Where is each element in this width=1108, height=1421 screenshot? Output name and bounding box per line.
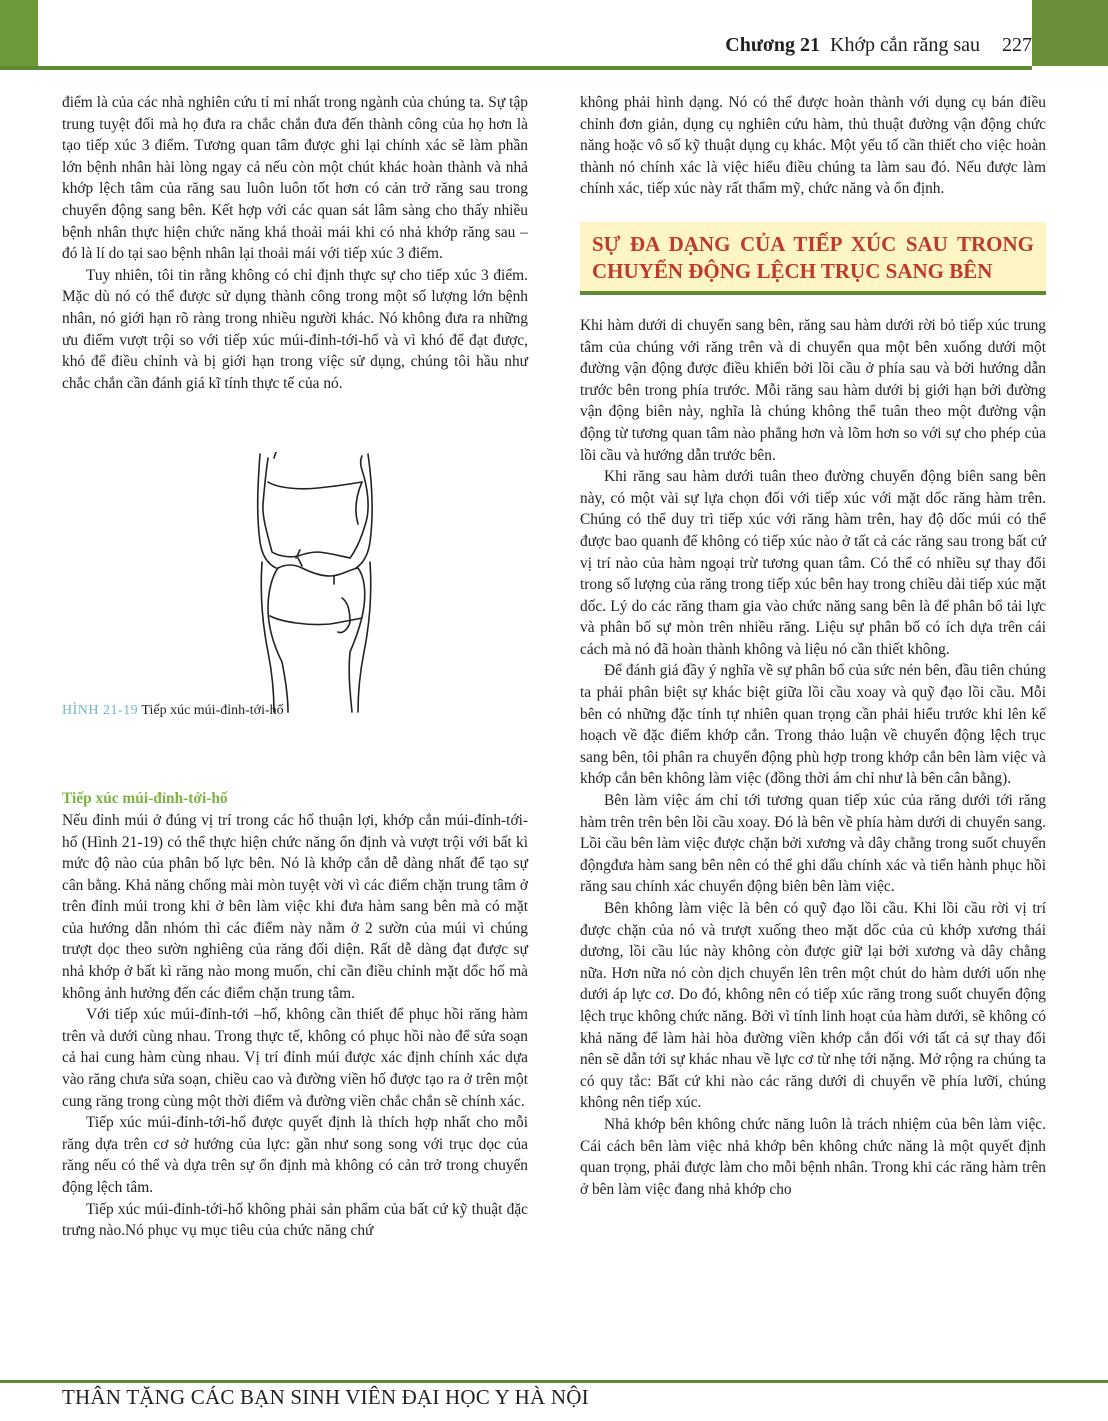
paragraph: Để đánh giá đầy ý nghĩa về sự phân bổ của sức nén bên, đầu tiên chúng ta phải phân biệt sự khác biệt giữa lồi cầu xoay và quỹ đạo lồi cầu. Mỗi bên có những đặc tính tự nhiên quan trọng cần phải hiểu trước khi lên kế hoạch về đặc điểm khớp cắn. Trong thảo luận về chuyển động lệch trục sang bên, tôi phân ra chuyển động phù hợp trong khớp cắn bên làm việc và khớp cắn bên không làm việc (đồng thời ám chỉ như là bên cân bằng). (580, 662, 1046, 788)
left-column (62, 92, 528, 1242)
paragraph: không phải hình dạng. Nó có thể được hoàn thành với dụng cụ bán điều chỉnh đơn giản, dụng cụ nghiên cứu hàm, thủ thuật đường vận động chức năng hoặc vô số kỹ thuật dụng cụ khác. Một yếu tố cần thiết cho việc hoàn thành nó chính xác là việc hiểu điều chúng ta làm sau đó. Nếu được làm chính xác, tiếp xúc này rất thẩm mỹ, chức năng và ổn định. (580, 94, 1046, 198)
chapter-label: Chương 21 (725, 34, 821, 56)
right-column (580, 92, 1046, 1200)
figure-label: HÌNH 21-19 (62, 703, 139, 719)
left-edge-accent (0, 0, 38, 68)
figure-caption-text: Tiếp xúc múi-đỉnh-tới-hố (141, 703, 284, 719)
footer-text: THÂN TẶNG CÁC BẠN SINH VIÊN ĐẠI HỌC Y HÀ NỘI (62, 1385, 589, 1409)
paragraph: Bên làm việc ám chỉ tới tương quan tiếp xúc của răng dưới tới răng hàm trên trên bên lồi cầu xoay. Đó là bên về phía hàm dưới di chuyển sang. Lồi cầu bên làm việc được chặn bởi xương và dây chằng trong suốt chuyển độngđưa hàm sang bên nên có thể ghi dấu chính xác và tiến hành phục hồi răng sau chính xác chuyển động biên bên làm việc. (580, 792, 1046, 896)
running-head (725, 34, 1032, 64)
chapter-title: Khớp cắn răng sau (830, 34, 980, 56)
chapter-tab (1032, 0, 1108, 66)
cusp-tip-to-fossa-illustration (238, 452, 398, 714)
paragraph: Khi răng sau hàm dưới tuân theo đường chuyển động biên sang bên này, có một vài sự lựa chọn đối với tiếp xúc với mặt dốc răng hàm trên. Chúng có thể duy trì tiếp xúc với răng hàm trên, hay độ dốc múi có thể được bao quanh để không có tiếp xúc nào ở tất cả các răng sau trong bất cứ vị trí nào của hàm ngoại trừ tương quan tâm. Có thể có nhiều sự thay đổi trong số lượng của răng trong tiếp xúc bên hay trong chiều dài tiếp xúc mặt dốc. Lý do các răng tham gia vào chức năng sang bên là để phân bổ tải lực và phân bố sự mòn trên nhiều răng. Liệu sự phân bố có ích dựa trên cái cách mà nó đã hoàn thành không và liệu nó cần thiết không. (580, 468, 1046, 658)
footer-rule (0, 1380, 1108, 1383)
header-rule (0, 66, 1032, 70)
paragraph: Tiếp xúc múi-đỉnh-tới-hố được quyết định là thích hợp nhất cho mỗi răng dựa trên cơ sở hướng của lực: gần như song song với trục dọc của răng nếu có thể và dựa trên sự ổn định mà không có cản trở trong chuyển động lệch tâm. (62, 1114, 528, 1196)
paragraph: Với tiếp xúc múi-đỉnh-tới –hố, không cần thiết để phục hồi răng hàm trên và dưới cùng nhau. Trong thực tế, không có phục hồi nào để sửa soạn cả hai cung hàm cùng nhau. Vị trí đỉnh múi được xác định chính xác dựa vào răng chưa sửa soạn, chiều cao và đường viền hố được tạo ra ở trên một cung răng trong cùng một thời điểm và đường viền chắc chắn sẽ chính xác. (62, 1006, 528, 1110)
page-number: 227 (1002, 34, 1032, 56)
paragraph: Nhả khớp bên không chức năng luôn là trách nhiệm của bên làm việc. Cái cách bên làm việc nhả khớp bên không chức năng là một quyết định quan trọng, phải được làm cho mỗi bệnh nhân. Trong khi các răng hàm trên ở bên làm việc đang nhả khớp cho (580, 1115, 1046, 1198)
paragraph: Bên không làm việc là bên có quỹ đạo lồi cầu. Khi lồi cầu rời vị trí được chặn của nó và trượt xuống theo mặt dốc của củ khớp xương thái dương, lồi cầu lúc này không còn được giữ lại bởi xương và dây chằng nữa. Hơn nữa nó còn dịch chuyển lên trên một chút do hàm dưới uốn nhẹ dưới áp lực cơ. Do đó, không nên có tiếp xúc răng trong suốt chuyển động lệch trục không chức năng. Bởi vì tính linh hoạt của hàm dưới, sẽ không có khả năng để làm hài hòa đường viền khớp cắn đối với tất cả sự thay đổi nên sẽ dẫn tới sự khác nhau về lực cơ từ nhẹ tới nặng. Mở rộng ra chúng ta có quy tắc: Bất cứ khi nào các răng dưới di chuyển về phía lưỡi, chúng không nên tiếp xúc. (580, 900, 1046, 1112)
paragraph: Tuy nhiên, tôi tin rằng không có chỉ định thực sự cho tiếp xúc 3 điểm. Mặc dù nó có thể được sử dụng thành công trong một số lượng lớn bệnh nhân, nó giới hạn rõ ràng trong nhiều người khác. Nó không đưa ra những ưu điểm vượt trội so với tiếp xúc múi-đỉnh-tới-hố và vì khó để đạt được, khó để điều chỉnh và bị giới hạn trong việc sử dụng, chúng tôi hầu như chắc chắn cần đánh giá kĩ tính thực tế của nó. (62, 266, 528, 392)
paragraph: Khi hàm dưới di chuyển sang bên, răng sau hàm dưới rời bỏ tiếp xúc trung tâm của chúng với răng trên và di chuyển qua một bên xuống dưới một đường vận động được điều khiển bởi lồi cầu ở phía sau và bởi hướng dẫn trước bên trong phía trước. Mỗi răng sau hàm dưới bị giới hạn bởi đường vận động biên này, nghĩa là chúng không thể tuân theo một đường vận động từ tương quan tâm nào phẳng hơn và lõm hơn so với sự cho phép của lồi cầu và hướng dẫn trước bên. (580, 316, 1046, 464)
figure-21-19 (62, 452, 528, 720)
paragraph: điểm là của các nhà nghiên cứu tỉ mỉ nhất trong ngành của chúng ta. Sự tập trung tuyệt đối mà họ đưa ra chắc chắn đưa đến thành công của họ hơn là tạo tiếp xúc 3 điểm. Tương quan tâm được ghi lại chính xác sẽ làm phần lớn bệnh nhân hài lòng ngay cả nếu còn một chút khác hoàn thành và nhả khớp lệch tâm của răng sau luôn luôn tốt hơn có cản trở răng sau trong chuyển động sang bên. Kết hợp với các quan sát lâm sàng cho thấy nhiều bệnh nhân thực hiện chức năng khá thoải mái khi có nhả khớp răng sau – đó là lí do tại sao bệnh nhân lại thoải mái với tiếp xúc 3 điểm. (62, 94, 528, 263)
subheading: Tiếp xúc múi-đỉnh-tới-hố (62, 790, 228, 808)
figure-caption (62, 700, 284, 722)
paragraph: Nếu đỉnh múi ở đúng vị trí trong các hố thuận lợi, khớp cắn múi-đỉnh-tới-hố (Hình 21-19) có thể thực hiện chức năng ổn định và vượt trội với bất kì mức độ nào của phân bố lực bên. Nó là khớp cắn dễ dàng nhất để tạo sự cân bằng. Khả năng chống mài mòn tuyệt vời vì các điểm chặn trung tâm ở trên đỉnh múi trong khi ở bên làm việc khi đưa hàm sang bên mà có mặt của hướng dẫn nhóm thì các điểm này nằm ở 2 sườn của múi vì chúng trượt dọc theo sườn nghiêng của răng đối diện. Rất dễ dàng đạt được sự nhả khớp ở bất kì răng nào mong muốn, chỉ cần điều chỉnh mặt dốc hố mà không ảnh hưởng đến các điểm chặn trung tâm. (62, 811, 528, 1002)
section-heading: SỰ ĐA DẠNG CỦA TIẾP XÚC SAU TRONG CHUYỂN ĐỘNG LỆCH TRỤC SANG BÊN (580, 222, 1046, 295)
paragraph: Tiếp xúc múi-đỉnh-tới-hố không phải sản phẩm của bất cứ kỹ thuật đặc trưng nào.Nó phục vụ mục tiêu của chức năng chứ (62, 1200, 528, 1240)
